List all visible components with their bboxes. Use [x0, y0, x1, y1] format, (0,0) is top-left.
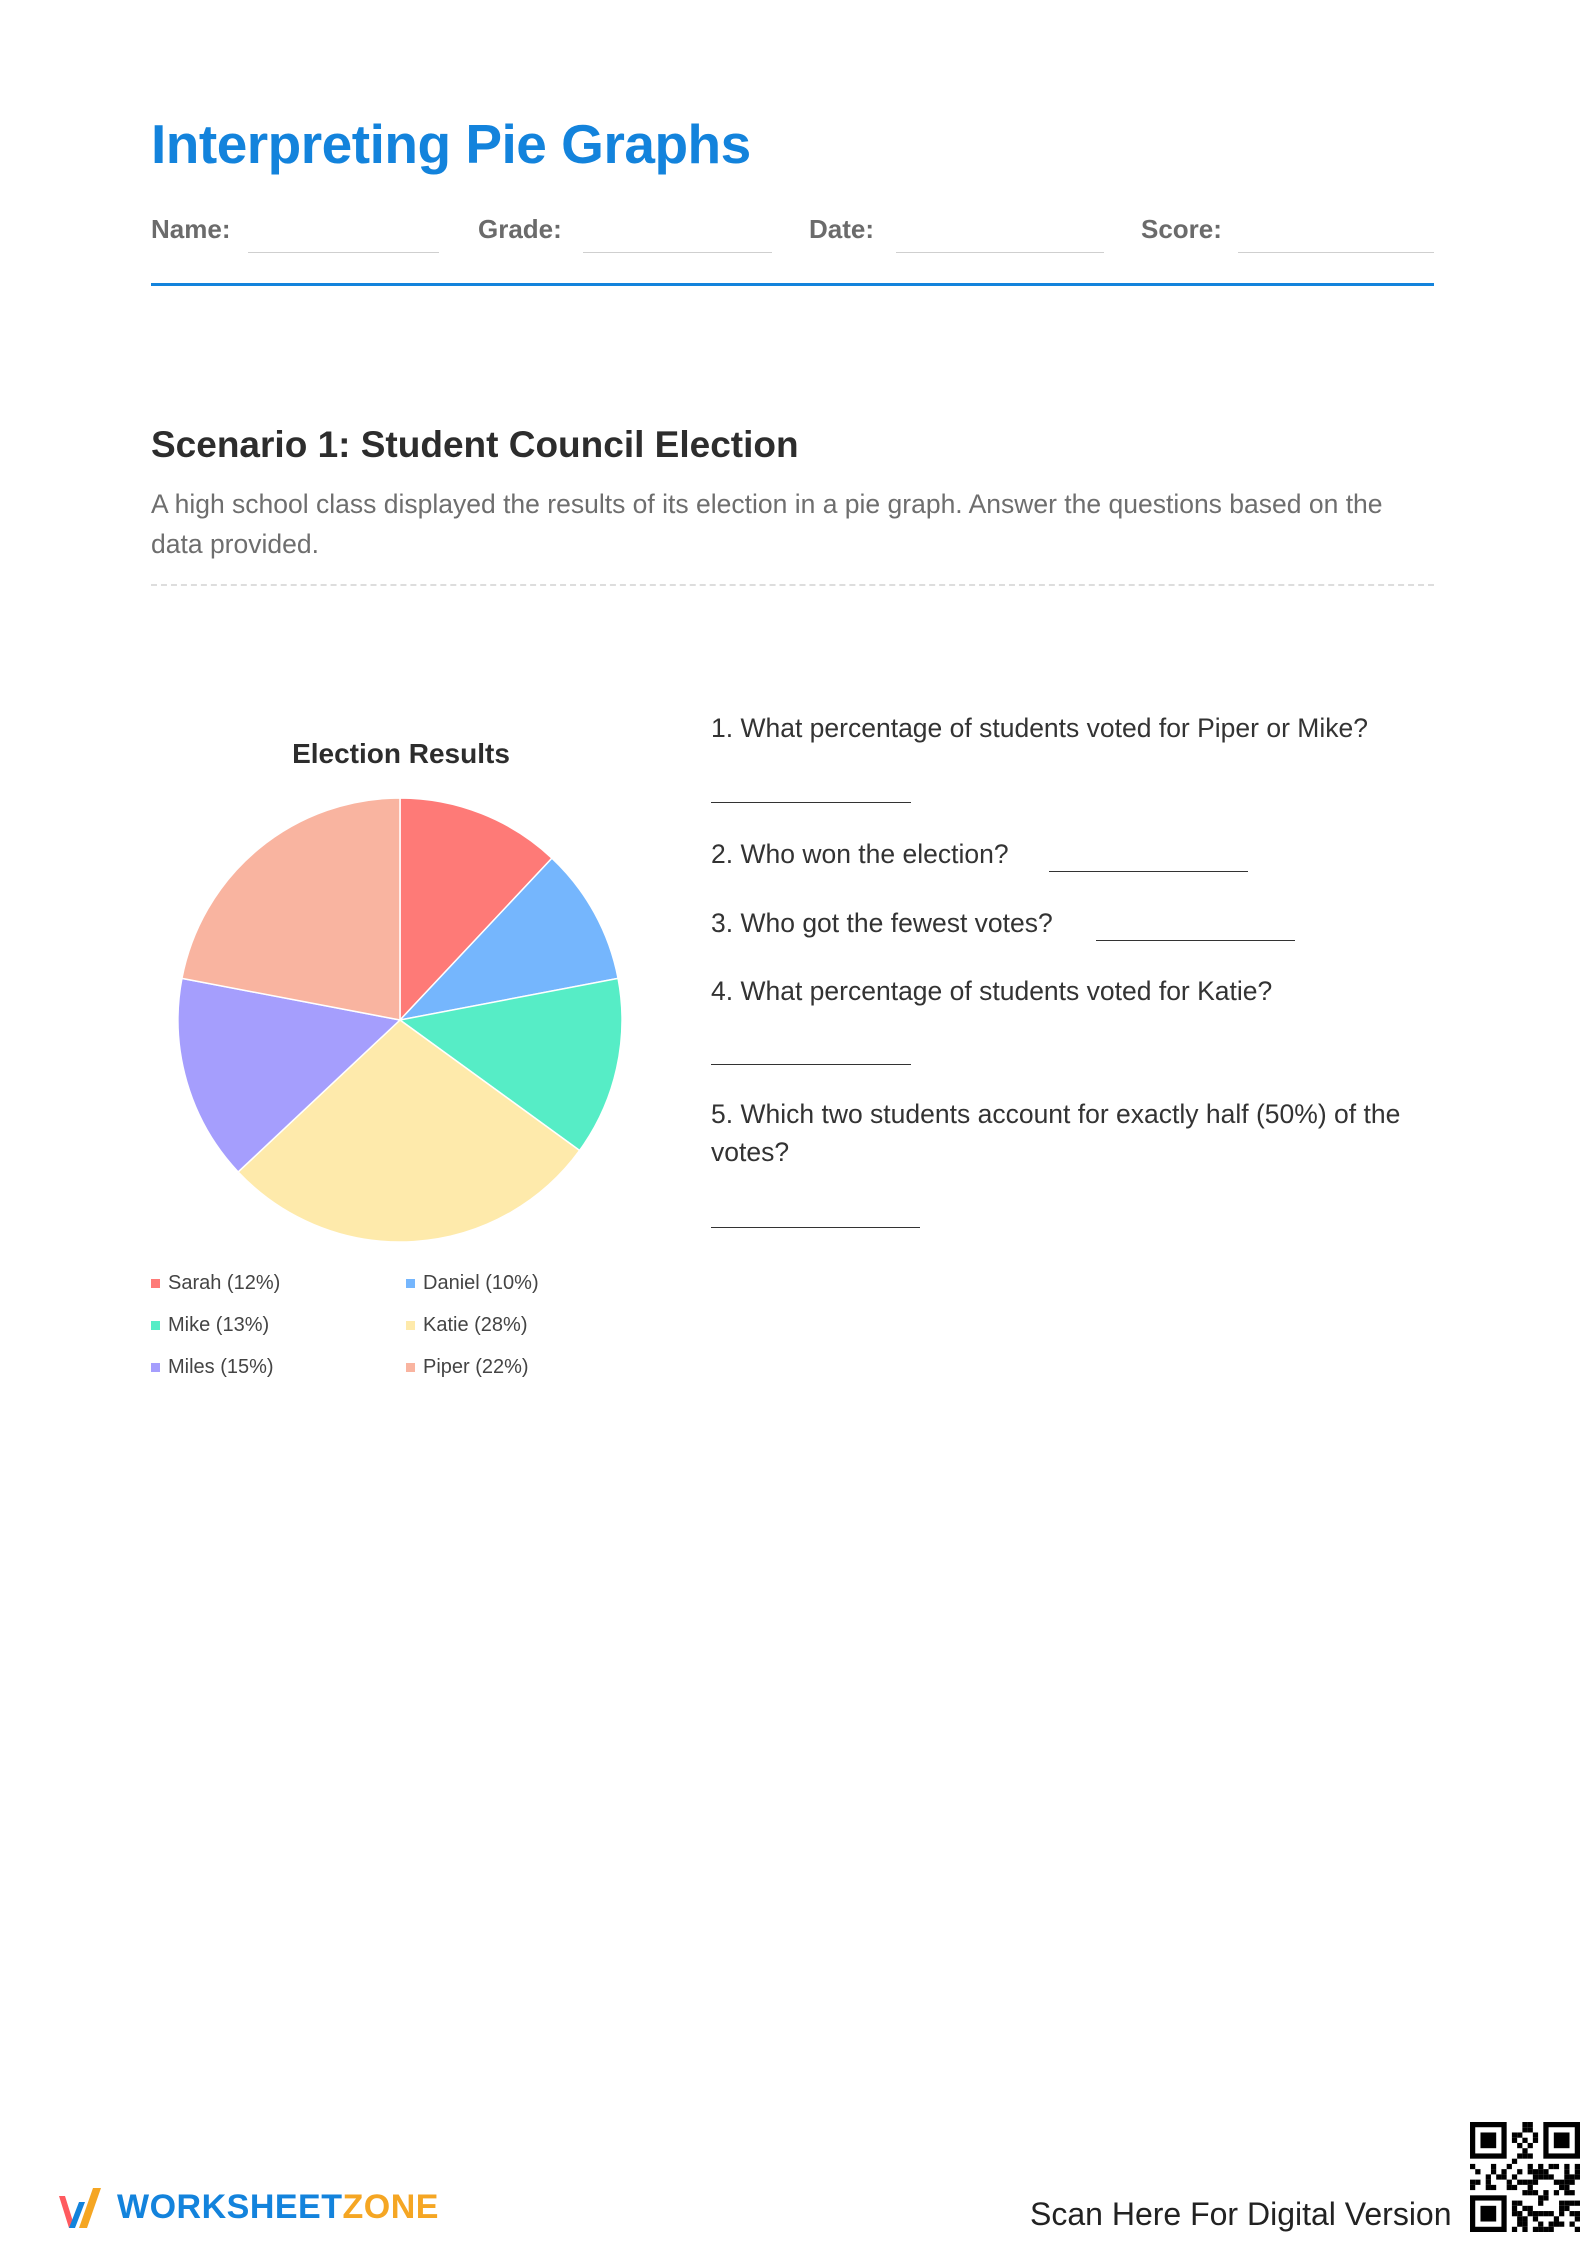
legend-item-mike — [151, 1314, 269, 1337]
question-2: 2. Who won the election? — [711, 839, 1009, 869]
legend-item-piper — [406, 1356, 529, 1379]
scan-instruction: Scan Here For Digital Version — [1030, 2196, 1452, 2232]
grade-label: Grade: — [478, 214, 562, 244]
legend-item-katie — [406, 1314, 528, 1337]
logo-text-worksheet: WORKSHEET — [117, 2187, 343, 2226]
answer-1-field[interactable] — [711, 802, 911, 803]
legend-item-daniel — [406, 1272, 539, 1295]
legend-label: Mike (13%) — [168, 1314, 270, 1336]
legend-label: Daniel (10%) — [423, 1272, 539, 1294]
question-4: 4. What percentage of students voted for Katie? — [711, 976, 1273, 1006]
scenario-description: A high school class displayed the results of its election in a pie graph. Answer the questions based on the data provided. — [151, 489, 1383, 559]
student-info-row — [151, 210, 1434, 256]
legend-item-sarah — [151, 1272, 280, 1295]
chart-title: Election Results — [292, 738, 510, 769]
section-divider — [151, 584, 1434, 586]
scenario-title: Scenario 1: Student Council Election — [151, 424, 799, 465]
legend-swatch — [151, 1279, 160, 1288]
question-1: 1. What percentage of students voted for Piper or Mike? — [711, 713, 1368, 743]
legend-label: Piper (22%) — [423, 1356, 529, 1378]
legend-swatch — [406, 1363, 415, 1372]
score-label: Score: — [1141, 214, 1222, 244]
name-label: Name: — [151, 214, 231, 244]
question-3: 3. Who got the fewest votes? — [711, 908, 1053, 938]
answer-2-field[interactable] — [1049, 871, 1248, 872]
legend-label: Katie (28%) — [423, 1314, 528, 1336]
legend-label: Miles (15%) — [168, 1356, 274, 1378]
legend-swatch — [406, 1321, 415, 1330]
legend-label: Sarah (12%) — [168, 1272, 281, 1294]
header-divider — [151, 283, 1434, 286]
score-field[interactable] — [1238, 252, 1434, 253]
logo-text-zone: ZONE — [342, 2187, 439, 2226]
date-label: Date: — [809, 214, 875, 244]
logo-icon — [55, 2182, 105, 2232]
legend-swatch — [406, 1279, 415, 1288]
date-field[interactable] — [896, 252, 1104, 253]
pie-chart — [175, 795, 625, 1245]
page-title: Interpreting Pie Graphs — [151, 113, 751, 175]
legend-swatch — [151, 1363, 160, 1372]
legend-item-miles — [151, 1356, 274, 1379]
answer-3-field[interactable] — [1096, 940, 1295, 941]
answer-4-field[interactable] — [711, 1064, 911, 1065]
question-5: 5. Which two students account for exactly half (50%) of the votes? — [711, 1099, 1401, 1167]
answer-5-field[interactable] — [711, 1227, 920, 1228]
grade-field[interactable] — [583, 252, 772, 253]
worksheetzone-logo[interactable] — [55, 2182, 439, 2232]
qr-code-icon[interactable] — [1470, 2122, 1580, 2232]
name-field[interactable] — [248, 252, 439, 253]
legend-swatch — [151, 1321, 160, 1330]
